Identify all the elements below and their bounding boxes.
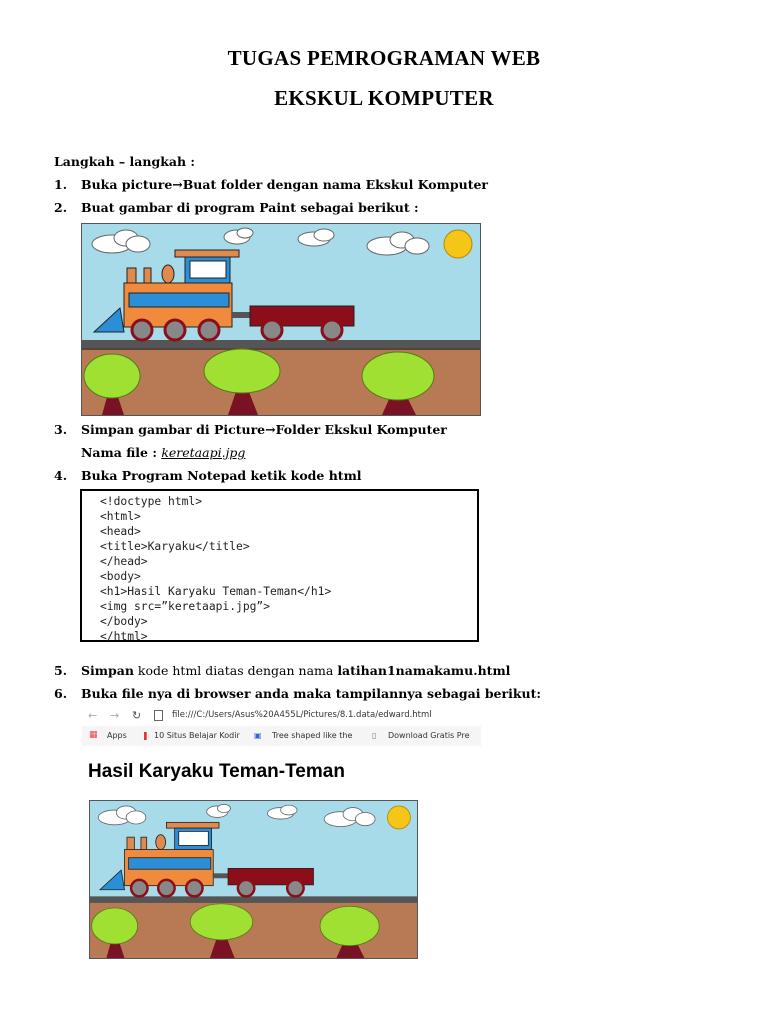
- bookmark-3: Tree shaped like the: [272, 731, 353, 740]
- step-1-number: 1.: [54, 177, 68, 192]
- step-5-save: Simpan: [81, 663, 134, 678]
- page-icon: ▯: [372, 731, 377, 740]
- code-line: <img src=”keretaapi.jpg”>: [100, 600, 271, 613]
- file-icon: [154, 710, 163, 721]
- code-line: <head>: [100, 525, 141, 538]
- file-label: Nama file :: [81, 445, 162, 460]
- doc-title: TUGAS PEMROGRAMAN WEB: [227, 46, 541, 70]
- browser-screenshot: [82, 706, 481, 746]
- step-6-number: 6.: [54, 686, 68, 701]
- step-2-text: Buat gambar di program Paint sebagai berikut :: [81, 200, 419, 215]
- apps-icon: ▦: [89, 730, 98, 740]
- bookmark-2: 10 Situs Belajar Kodir: [154, 731, 240, 740]
- step-3-number: 3.: [54, 422, 68, 437]
- bookmarks-bar: [82, 726, 481, 746]
- url-text: file:///C:/Users/Asus%20A455L/Pictures/8.1.data/edward.html: [172, 710, 432, 720]
- address-bar: [82, 706, 481, 727]
- step-4-text: Buka Program Notepad ketik kode html: [81, 468, 362, 483]
- step-3-text: Simpan gambar di Picture→Folder Ekskul Komputer: [81, 422, 447, 437]
- step-1-text: Buka picture→Buat folder dengan nama Ekskul Komputer: [81, 177, 489, 192]
- steps-heading: Langkah – langkah :: [54, 154, 196, 169]
- code-line: <h1>Hasil Karyaku Teman-Teman</h1>: [100, 585, 332, 598]
- bookmark-apps: Apps: [107, 731, 127, 740]
- code-line: <title>Karyaku</title>: [100, 540, 250, 553]
- code-line: </html>: [100, 630, 148, 643]
- reload-icon: ↻: [132, 709, 142, 722]
- browser-page-heading: Hasil Karyaku Teman-Teman: [88, 761, 345, 782]
- forward-icon: →: [110, 709, 120, 722]
- step-2-number: 2.: [54, 200, 68, 215]
- file-name: keretaapi.jpg: [161, 445, 246, 460]
- bookmark-icon: ❚: [142, 731, 149, 740]
- bookmark-4: Download Gratis Pre: [388, 731, 470, 740]
- train-drawing: [81, 223, 481, 416]
- sun: [444, 230, 472, 258]
- code-line: </head>: [100, 555, 148, 568]
- doc-subtitle: EKSKUL KOMPUTER: [274, 86, 494, 110]
- code-line: <body>: [100, 570, 141, 583]
- back-icon: ←: [88, 709, 98, 722]
- step-5-text: [81, 663, 510, 678]
- step-5-number: 5.: [54, 663, 68, 678]
- step-4-number: 4.: [54, 468, 68, 483]
- bookmark-icon: ▣: [254, 731, 262, 740]
- file-name-line: [81, 445, 245, 460]
- code-line: <html>: [100, 510, 141, 523]
- step-5-middle: kode html diatas dengan nama: [133, 663, 338, 678]
- train-drawing-rendered: [89, 800, 418, 959]
- step-6-text: Buka file nya di browser anda maka tampilannya sebagai berikut:: [81, 686, 541, 701]
- step-5-file: latihan1namakamu.html: [337, 663, 511, 678]
- code-block: [80, 489, 479, 642]
- code-line: <!doctype html>: [100, 495, 203, 508]
- code-line: </body>: [100, 615, 148, 628]
